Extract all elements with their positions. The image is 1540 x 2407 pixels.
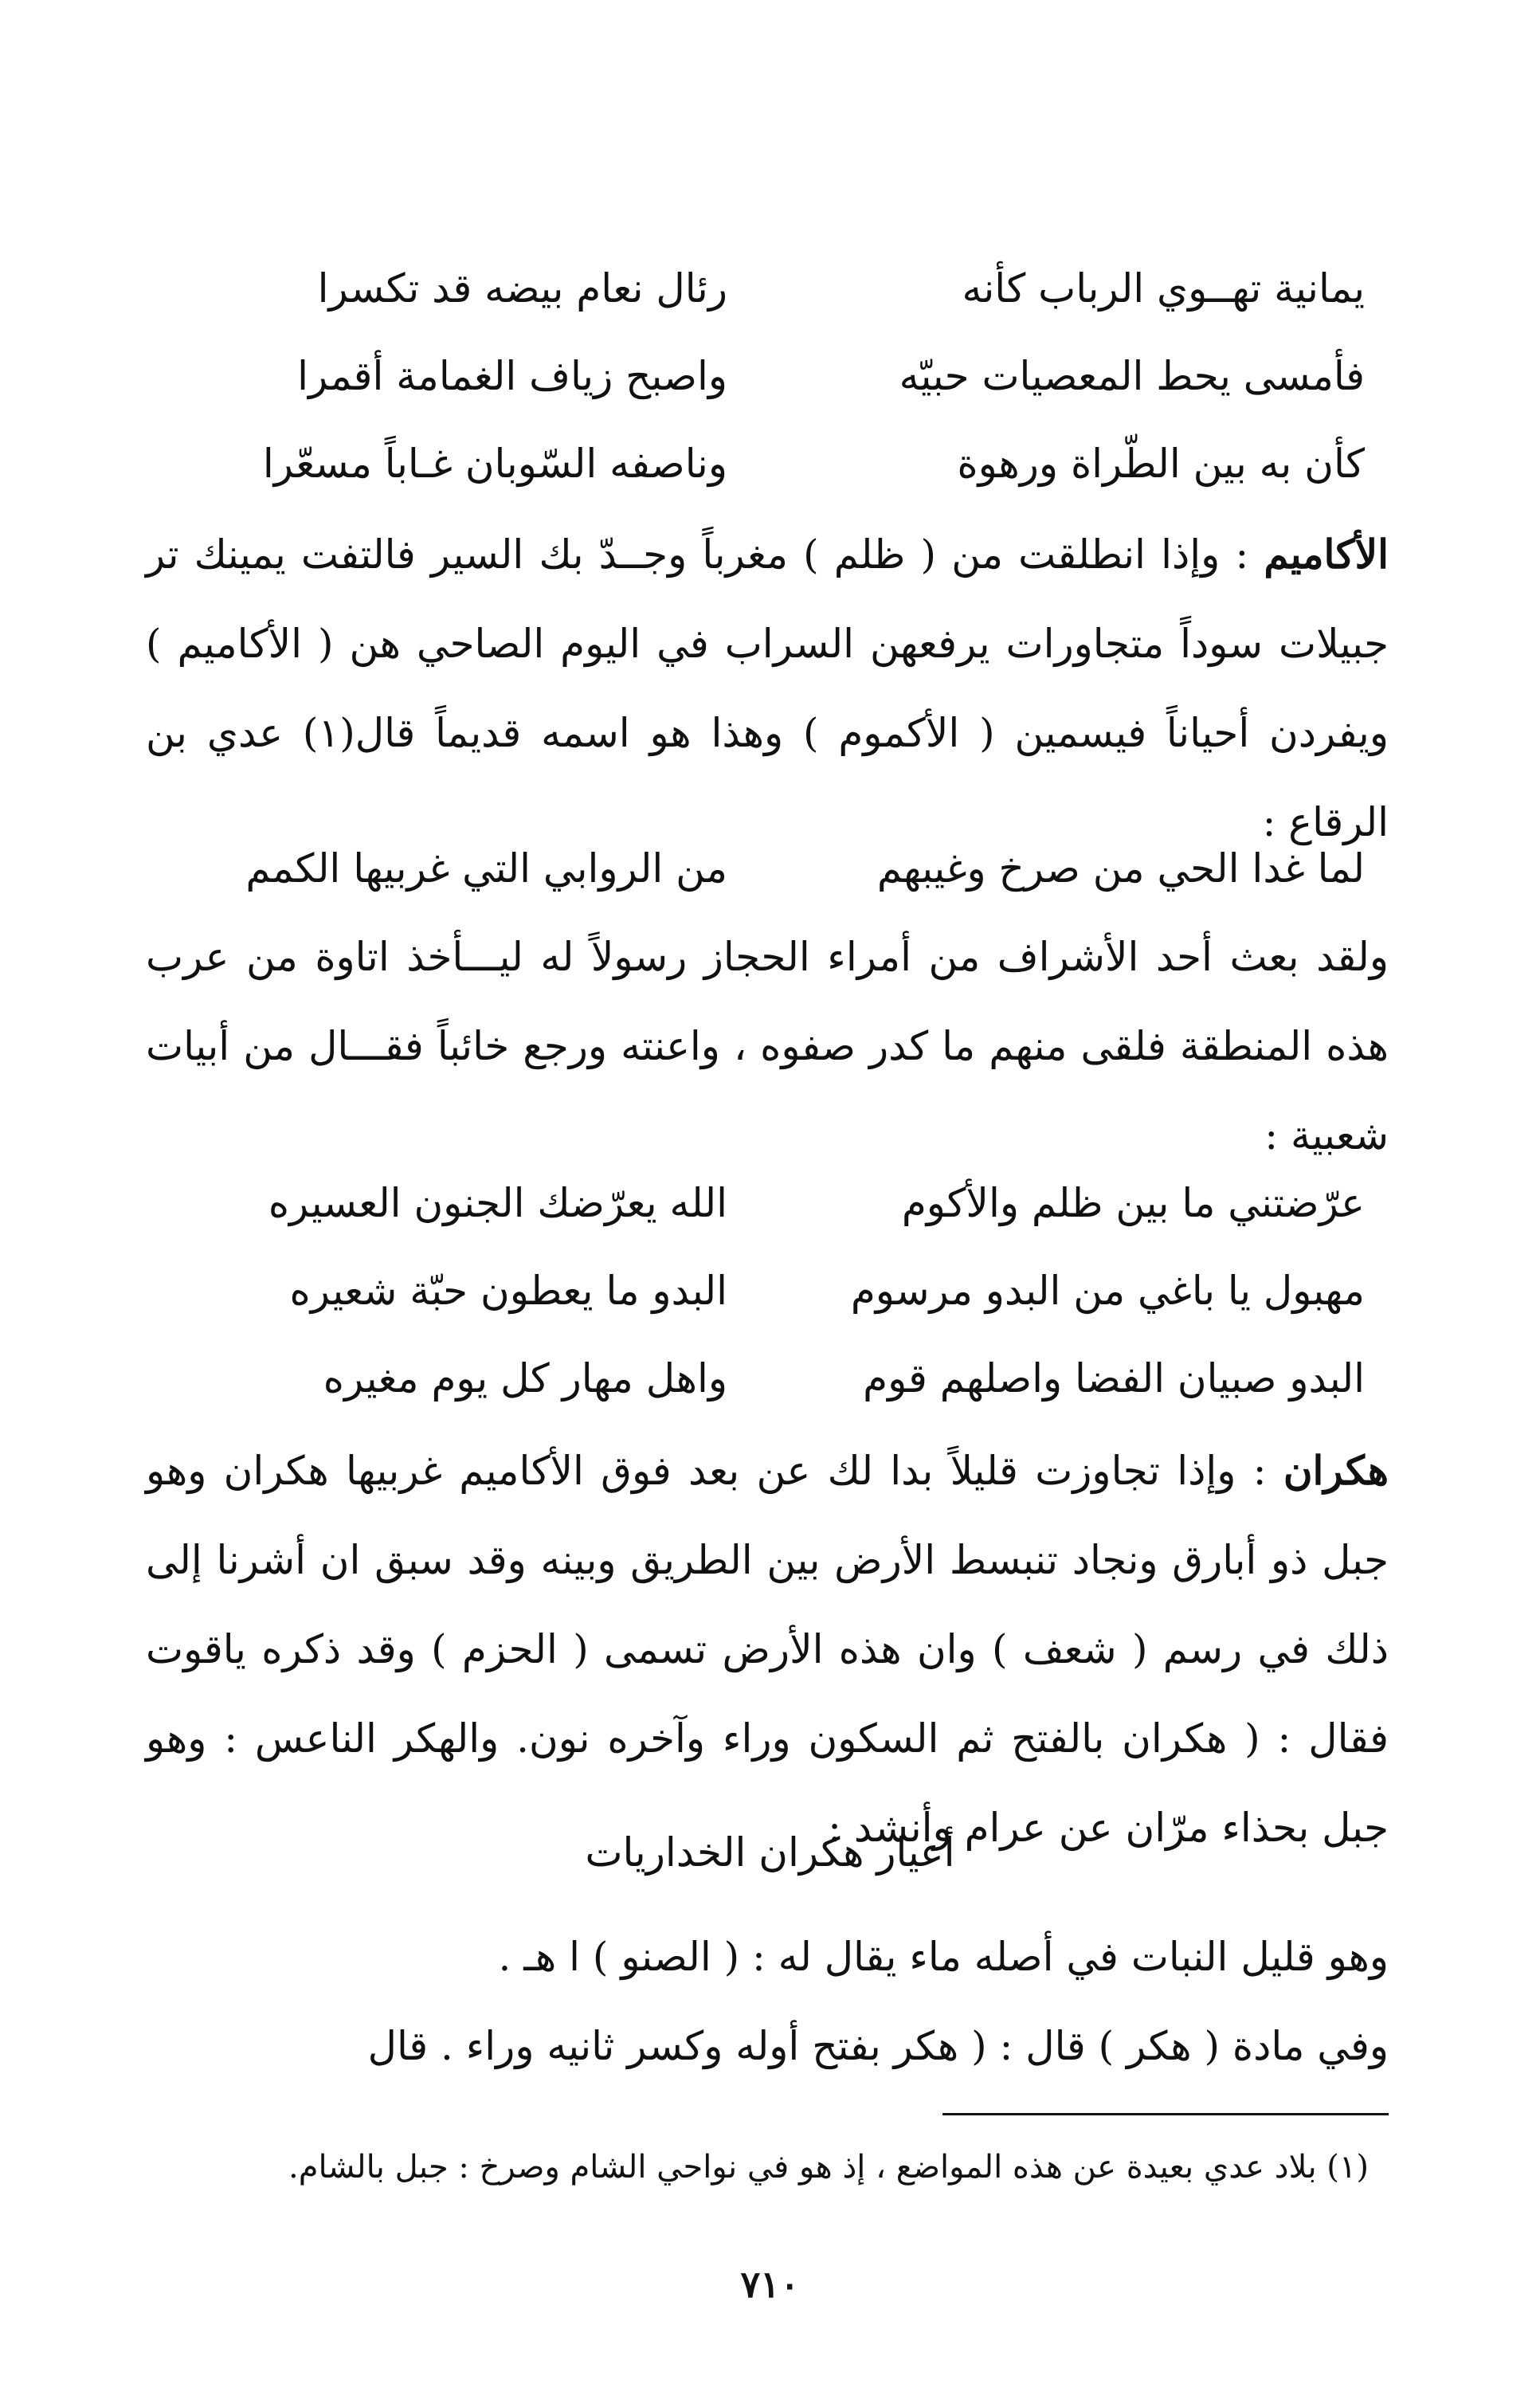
paragraph-messenger: ولقد بعث أحد الأشراف من أمراء الحجاز رسولاً له ليـــأخذ اتاوة من عرب هذه المنطقة فلقى منهم ما كدر صفوه ، واعنته ورجع خائباً فقـــال من أبيات شعبية :	[146, 934, 1389, 1158]
footnote: (١) بلاد عدي بعيدة عن هذه المواضع ، إذ هو في نواحي الشام وصرخ : جبل بالشام.	[288, 2149, 1369, 2186]
verse-second-hemistich: الله يعرّضك الجنون العسيره	[268, 1180, 727, 1226]
verse-first-hemistich: كأن به بين الطّراة ورهوة	[957, 441, 1365, 487]
verse-first-hemistich: فأمسى يحط المعصيات حبيّه	[899, 353, 1365, 399]
paragraph-hakr: وفي مادة ( هكر ) قال : ( هكر بفتح أوله وكسر ثانيه وراء . قال	[367, 2023, 1389, 2069]
footnote-divider	[942, 2113, 1389, 2115]
paragraph-akamim	[146, 510, 1389, 867]
verse-line	[170, 257, 1365, 320]
verse-second-hemistich: من الروابي التي غربيها الكمم	[245, 845, 727, 892]
verse-second-hemistich: واصبح زياف الغمامة أقمرا	[297, 353, 727, 399]
verse-line	[170, 1171, 1365, 1235]
verse-first-hemistich: يمانية تهــوي الرباب كأنه	[962, 265, 1365, 312]
verse-first-hemistich: البدو صبيان الفضا واصلهم قوم	[863, 1355, 1365, 1401]
verse-second-hemistich: واهل مهار كل يوم مغيره	[323, 1355, 727, 1401]
verse-line	[170, 344, 1365, 408]
page-number: ٧١٠	[740, 2263, 800, 2306]
verse-first-hemistich: عرّضتني ما بين ظلم والأكوم	[901, 1180, 1365, 1226]
verse-line	[170, 837, 1365, 900]
verse-first-hemistich: مهبول يا باغي من البدو مرسوم	[850, 1268, 1365, 1314]
verse-line	[170, 1347, 1365, 1410]
verse-second-hemistich: البدو ما يعطون حبّة شعيره	[289, 1268, 727, 1314]
paragraph-text: : وإذا تجاوزت قليلاً بدا لك عن بعد فوق الأكاميم غربيها هكران وهو جبل ذو أبارق ونجاد تنبسط الأرض بين الطريق وبينه وقد سبق ان أشرنا إلى ذلك في رسم ( شعف ) وان هذه الأرض تسمى ( الحزم ) وقد ذكره ياقوت فقال : ( هكران بالفتح ثم السكون وراء وآخره نون. والهكر الناعس : وهو جبل بحذاء مرّان عن عرام وأنشد :	[146, 1448, 1389, 1851]
verse-first-hemistich: لما غدا الحي من صرخ وغيبهم	[876, 845, 1365, 892]
entry-keyword: هكران	[1283, 1447, 1389, 1494]
paragraph-hakran	[146, 1426, 1389, 1872]
verse-second-hemistich: وناصفه السّوبان غـاباً مسعّرا	[262, 441, 727, 487]
paragraph-sinw: وهو قليل النبات في أصله ماء يقال له : ( الصنو ) ا هـ .	[498, 1934, 1389, 1980]
quoted-verse: أعيار هكران الخداريات	[585, 1829, 955, 1876]
verse-line	[170, 1259, 1365, 1323]
paragraph-text: : وإذا انطلقت من ( ظلم ) مغرباً وجــدّ بك السير فالتفت يمينك تر جبيلات سوداً متجاورات يرفعهن السراب في اليوم الصاحي هن ( الأكاميم ) ويفردن أحياناً فيسمين ( الأكموم ) وهذا هو اسمه قديماً قال(١) عدي بن الرقاع :	[146, 531, 1389, 845]
entry-keyword: الأكاميم	[1264, 531, 1389, 578]
verse-second-hemistich: رئال نعام بيضه قد تكسرا	[317, 265, 727, 312]
verse-line	[170, 432, 1365, 496]
